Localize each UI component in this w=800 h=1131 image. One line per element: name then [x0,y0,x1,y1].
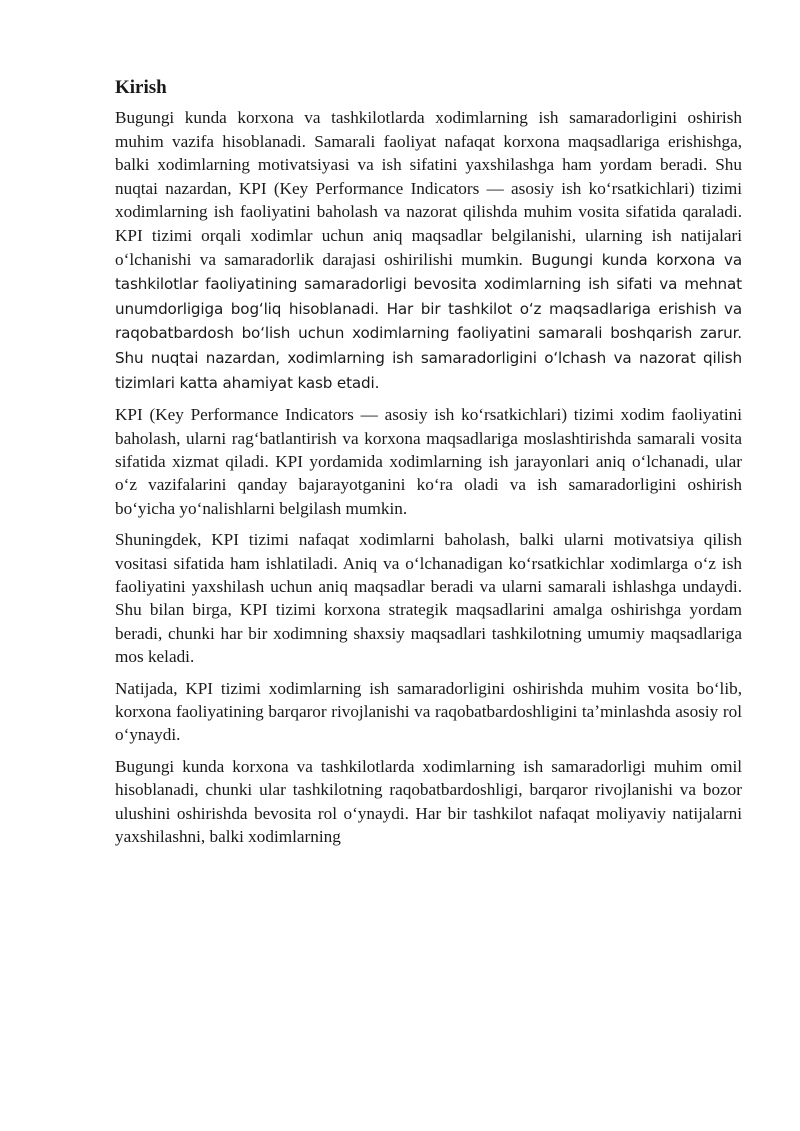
paragraph-5: Bugungi kunda korxona va tashkilotlarda xodimlarning ish samaradorligi muhim omil hisoblanadi, chunki ular tashkilotning raqobatbardoshligi, barqaror rivojlanishi va bozor ulushini oshirishda bevosita rol oʻynaydi. Har bir tashkilot nafaqat moliyaviy natijalarni yaxshilashni, balki xodimlarning [115,756,742,847]
document-page [115,76,742,856]
paragraph-1-sans-text: Bugungi kunda korxona va tashkilotlar faoliyatining samaradorligi bevosita xodimlarning ish sifati va mehnat unumdorligiga bogʻliq hisoblanadi. Har bir tashkilot oʻz maqsadlariga erishish va raqobatbardosh boʻlish uchun xodimlarning faoliyatini samarali boshqarish zarur. Shu nuqtai nazardan, xodimlarning ish samaradorligini oʻlchash va nazorat qilish tizimlari katta ahamiyat kasb etadi. [115,250,743,392]
paragraph-1 [115,106,742,395]
paragraph-2: KPI (Key Performance Indicators — asosiy ish koʻrsatkichlari) tizimi xodim faoliyatini baholash, ularni ragʻbatlantirish va korxona maqsadlariga moslashtirishda samarali vosita sifatida xizmat qiladi. KPI yordamida xodimlarning ish jarayonlari aniq oʻlchanadi, ular oʻz vazifalarini qanday bajarayotganini koʻra oladi va ish samaradorligini oshirish boʻyicha yoʻnalishlarni belgilash mumkin. [115,405,742,518]
paragraph-3: Shuningdek, KPI tizimi nafaqat xodimlarni baholash, balki ularni motivatsiya qilish vositasi sifatida ham ishlatiladi. Aniq va oʻlchanadigan koʻrsatkichlar xodimlarga oʻz ish faoliyatini yaxshilash uchun aniq maqsadlar beradi va ularni samarali ishlashga undaydi. Shu bilan birga, KPI tizimi korxona strategik maqsadlarini amalga oshirishga yordam beradi, chunki har bir xodimning shaxsiy maqsadlari tashkilotning umumiy maqsadlariga mos keladi. [115,530,742,667]
section-heading: Kirish [115,77,167,98]
paragraph-1-serif-text: Bugungi kunda korxona va tashkilotlarda xodimlarning ish samaradorligini oshirish muhim vazifa hisoblanadi. Samarali faoliyat nafaqat korxona maqsadlariga erishishga, balki xodimlarning motivatsiyasi va ish sifatini yaxshilashga ham yordam beradi. Shu nuqtai nazardan, KPI (Key Performance Indicators — asosiy ish koʻrsatkichlari) tizimi xodimlarning ish faoliyatini baholash va nazorat qilishda muhim vosita sifatida qaraladi. KPI tizimi orqali xodimlar uchun aniq maqsadlar belgilanishi, ularning ish natijalari oʻlchanishi va samaradorlik darajasi oshirilishi mumkin. [115,108,742,269]
paragraph-4: Natijada, KPI tizimi xodimlarning ish samaradorligini oshirishda muhim vosita boʻlib, korxona faoliyatining barqaror rivojlanishi va raqobatbardoshligini taʼminlashda asosiy rol oʻynaydi. [115,678,742,745]
